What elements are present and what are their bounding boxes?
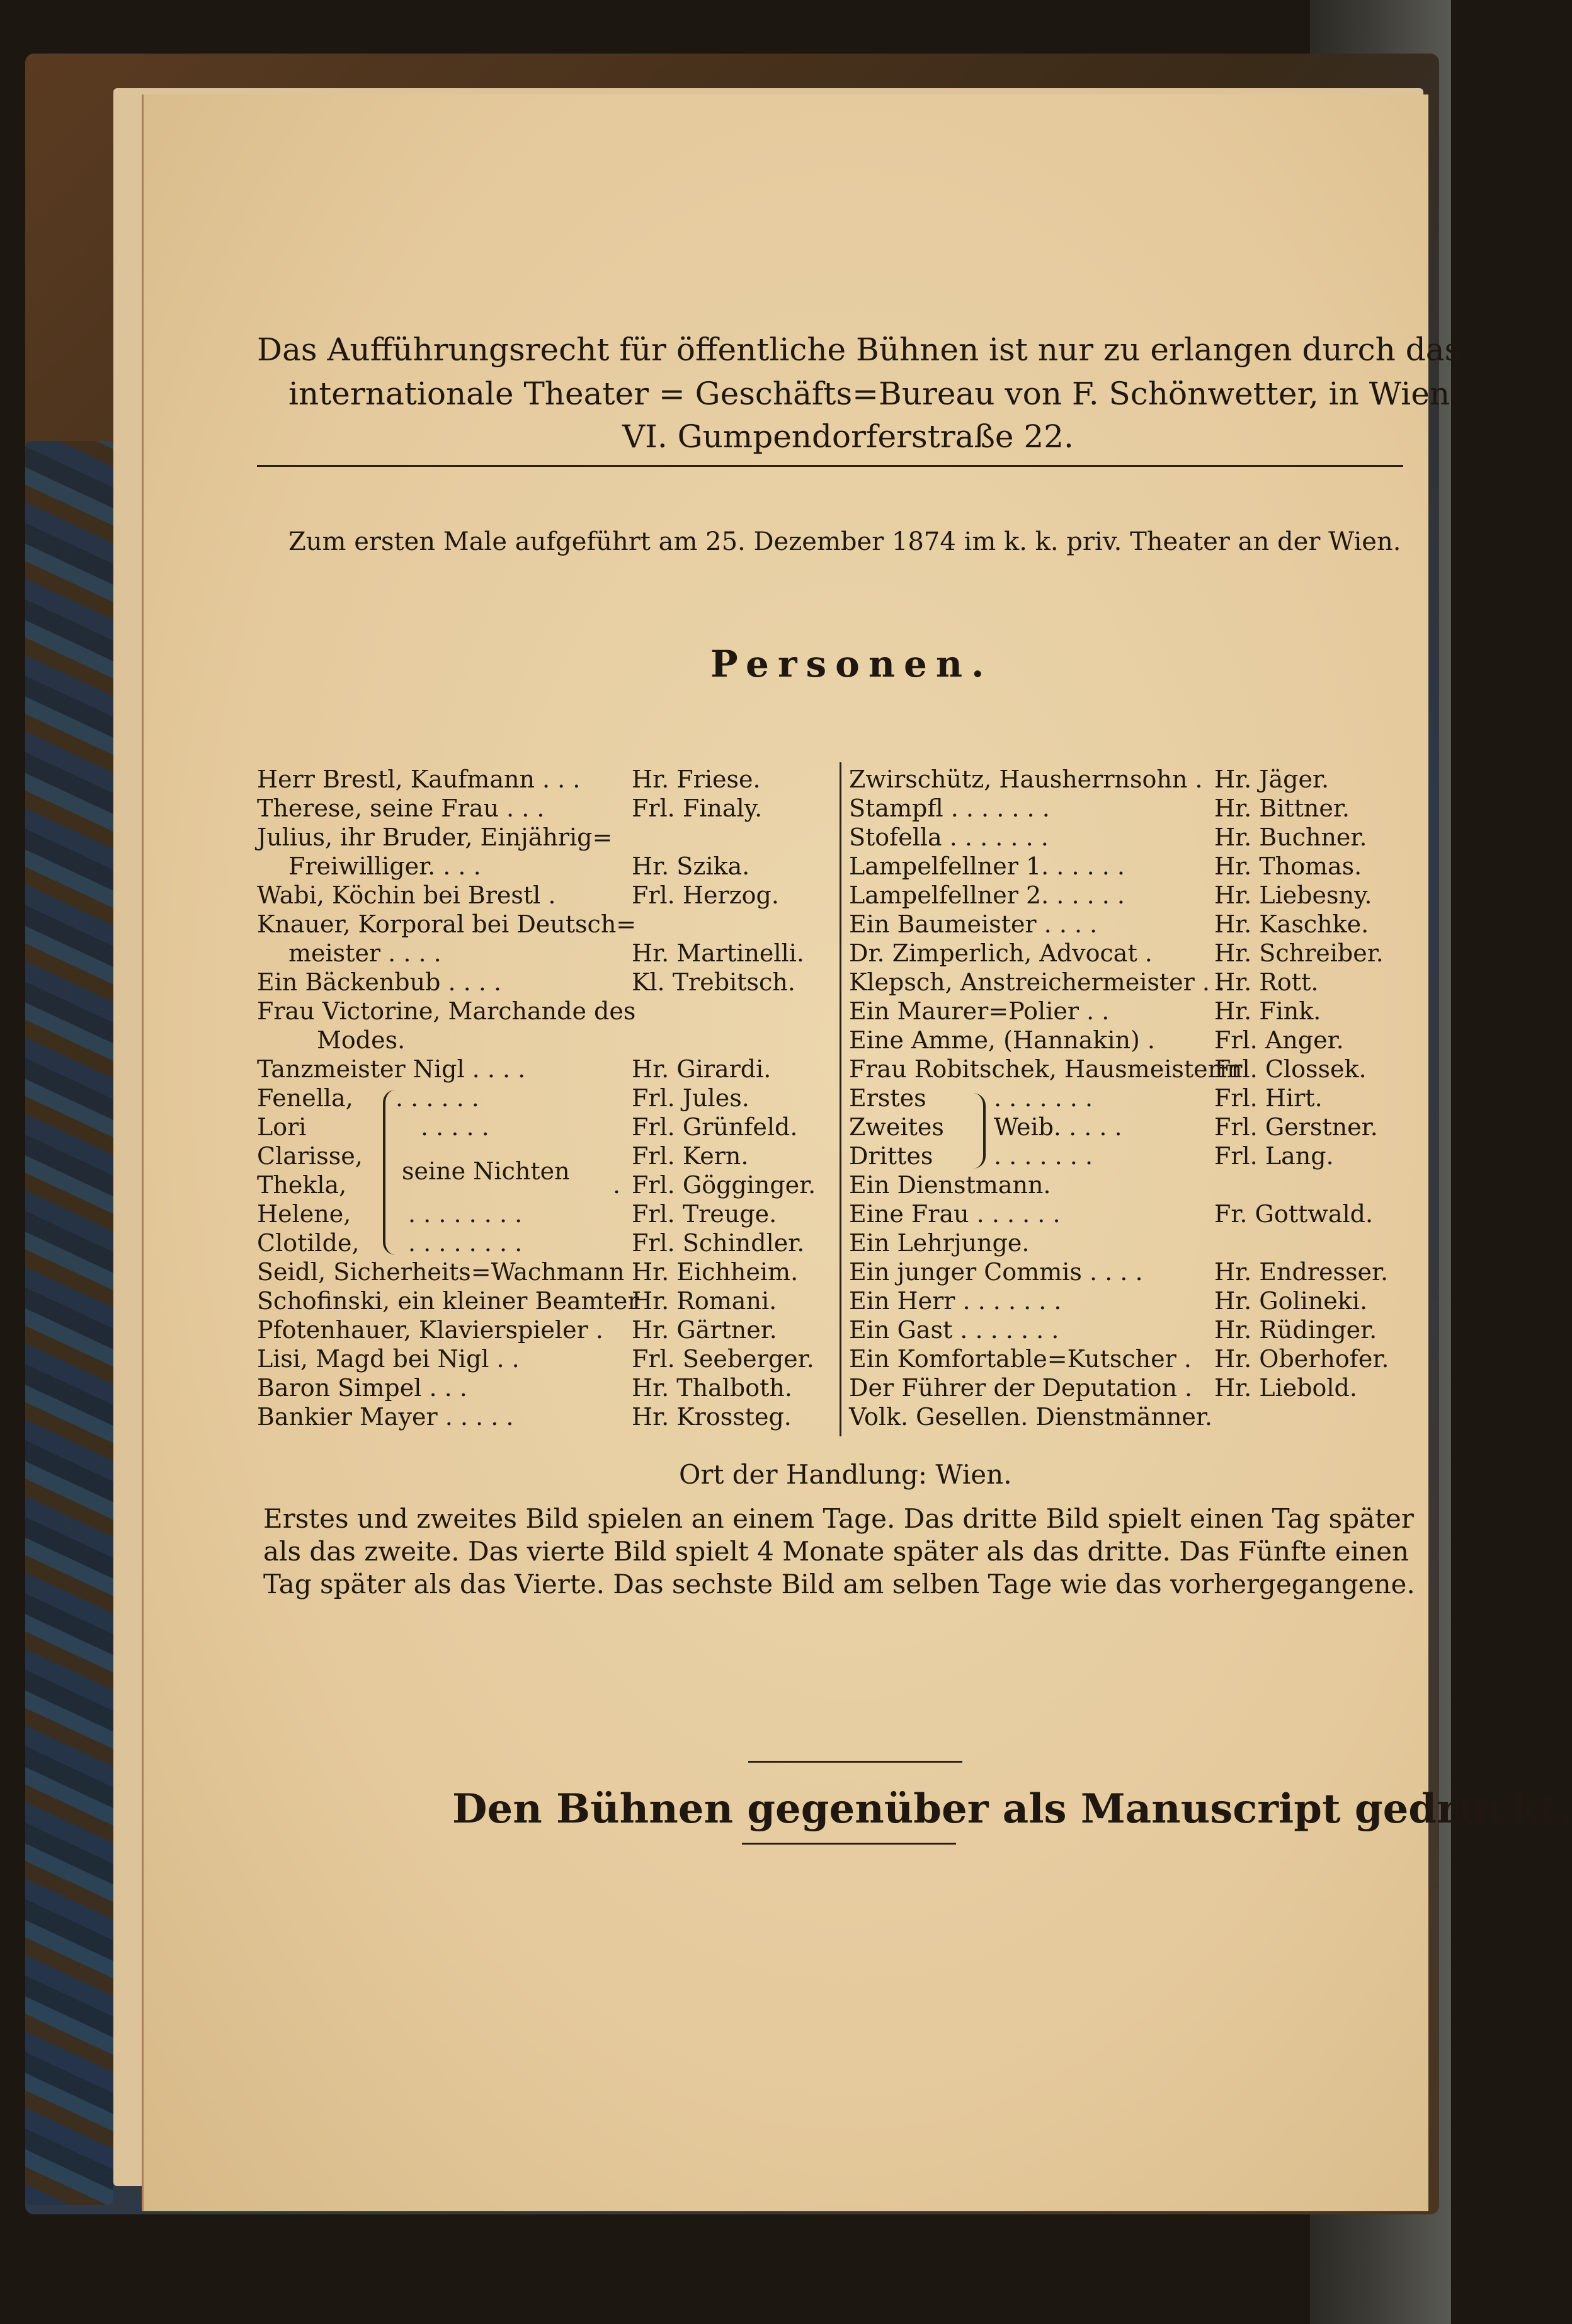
- cast-actor: Frl. Anger.: [1214, 1026, 1344, 1054]
- cast-dots: . . . . . . .: [994, 1142, 1093, 1170]
- cast-actor: Hr. Golineki.: [1214, 1287, 1368, 1315]
- cast-actor: Hr. Liebesny.: [1214, 881, 1372, 909]
- cast-role: Lampelfellner 2. . . . . .: [849, 881, 1125, 909]
- cast-actor: Frl. Hirt.: [1214, 1084, 1323, 1112]
- cast-role: Schofinski, ein kleiner Beamter: [257, 1287, 639, 1315]
- cast-role: Bankier Mayer . . . . .: [257, 1403, 514, 1431]
- cast-dots: .: [613, 1171, 621, 1199]
- cast-dots: . . . . . . . .: [408, 1200, 523, 1228]
- cast-actor: Hr. Rott.: [1214, 968, 1319, 996]
- cast-role: meister . . . .: [288, 939, 441, 967]
- cast-dots: . . . . . . . .: [408, 1229, 523, 1257]
- cast-actor: Frl. Gögginger.: [632, 1171, 816, 1199]
- cast-role: Freiwilliger. . . .: [288, 852, 481, 880]
- cast-role: Lori: [257, 1113, 307, 1141]
- cast-actor: Frl. Treuge.: [632, 1200, 777, 1228]
- cast-actor: Hr. Kaschke.: [1214, 910, 1369, 938]
- cast-actor: Hr. Schreiber.: [1214, 939, 1384, 967]
- cast-role: Zweites: [849, 1113, 944, 1141]
- column-divider: [840, 762, 841, 1436]
- cast-role: Stampfl . . . . . . .: [849, 794, 1050, 822]
- cast-actor: Frl. Seeberger.: [632, 1345, 814, 1373]
- women-bracket: [972, 1093, 986, 1169]
- footer-line: Den Bühnen gegenüber als Manuscript gedruckt.: [452, 1785, 1572, 1833]
- cast-actor: Frl. Clossek.: [1214, 1055, 1367, 1083]
- cast-role: Frau Victorine, Marchande des: [257, 997, 636, 1025]
- cast-actor: Hr. Gärtner.: [632, 1316, 777, 1344]
- cast-role: Knauer, Korporal bei Deutsch=: [257, 910, 637, 938]
- notice-line-2: internationale Theater = Geschäfts=Bureau von F. Schönwetter, in Wien,: [288, 375, 1460, 412]
- cast-role: Seidl, Sicherheits=Wachmann: [257, 1258, 625, 1286]
- cast-actor: Frl. Lang.: [1214, 1142, 1334, 1170]
- cast-actor: Hr. Szika.: [632, 852, 750, 880]
- cast-role: Thekla,: [257, 1171, 347, 1199]
- cast-actor: Hr. Rüdinger.: [1214, 1316, 1377, 1344]
- cast-actor: Frl. Gerstner.: [1214, 1113, 1378, 1141]
- cast-role: Eine Frau . . . . . .: [849, 1200, 1061, 1228]
- cast-actor: Hr. Liebold.: [1214, 1374, 1357, 1402]
- cast-role: Volk. Gesellen. Dienstmänner.: [849, 1403, 1212, 1431]
- nieces-bracket: [383, 1090, 398, 1255]
- footer-bottom-rule: [742, 1843, 956, 1845]
- cast-role: Zwirschütz, Hausherrnsohn .: [849, 765, 1203, 793]
- cast-actor: Frl. Schindler.: [632, 1229, 805, 1257]
- cast-role: Eine Amme, (Hannakin) .: [849, 1026, 1155, 1054]
- cast-actor: Fr. Gottwald.: [1214, 1200, 1374, 1228]
- cast-dots: . . . . . . .: [994, 1084, 1093, 1112]
- cast-role: Ein Komfortable=Kutscher .: [849, 1345, 1192, 1373]
- cast-role: Lampelfellner 1. . . . . .: [849, 852, 1125, 880]
- cast-role: Clarisse,: [257, 1142, 363, 1170]
- cast-actor: Frl. Jules.: [632, 1084, 749, 1112]
- cast-role: Therese, seine Frau . . .: [257, 794, 545, 822]
- cast-dots: Weib. . . . .: [994, 1113, 1122, 1141]
- cast-actor: Hr. Martinelli.: [632, 939, 804, 967]
- cast-role: Ein junger Commis . . . .: [849, 1258, 1143, 1286]
- cast-role: Frau Robitschek, Hausmeisterin: [849, 1055, 1243, 1083]
- cast-role: Ein Herr . . . . . . .: [849, 1287, 1062, 1315]
- cast-dots: . . . . .: [421, 1113, 489, 1141]
- cast-role: Erstes: [849, 1084, 926, 1112]
- cast-role: Ein Lehrjunge.: [849, 1229, 1030, 1257]
- cast-role: Klepsch, Anstreichermeister . .: [849, 968, 1226, 996]
- cast-actor: Hr. Eichheim.: [632, 1258, 799, 1286]
- cast-role: Wabi, Köchin bei Brestl .: [257, 881, 556, 909]
- cast-role: Ein Bäckenbub . . . .: [257, 968, 502, 996]
- cast-actor: Hr. Thomas.: [1214, 852, 1362, 880]
- cast-role: Pfotenhauer, Klavierspieler .: [257, 1316, 603, 1344]
- cast-actor: Hr. Fink.: [1214, 997, 1321, 1025]
- cast-actor: Hr. Krossteg.: [632, 1403, 792, 1431]
- cast-actor: Hr. Jäger.: [1214, 765, 1330, 793]
- place-of-action: Ort der Handlung: Wien.: [679, 1459, 1012, 1490]
- cast-role: Helene,: [257, 1200, 351, 1228]
- cast-actor: Kl. Trebitsch.: [632, 968, 795, 996]
- cast-role: Ein Gast . . . . . . .: [849, 1316, 1059, 1344]
- footer-top-rule: [748, 1761, 962, 1763]
- cast-actor: Hr. Endresser.: [1214, 1258, 1389, 1286]
- scene-note-line-2: als das zweite. Das vierte Bild spielt 4 Monate später als das dritte. Das Fünfte einen: [263, 1536, 1409, 1567]
- cast-role: Stofella . . . . . . .: [849, 823, 1049, 851]
- cast-role: Dr. Zimperlich, Advocat .: [849, 939, 1153, 967]
- marbled-cover: [25, 441, 113, 2205]
- cast-role: Ein Maurer=Polier . .: [849, 997, 1110, 1025]
- cast-role: Ein Baumeister . . . .: [849, 910, 1098, 938]
- scene-note-line-1: Erstes und zweites Bild spielen an einem Tage. Das dritte Bild spielt einen Tag später: [263, 1503, 1414, 1534]
- page: [142, 94, 1572, 2211]
- scene-note-line-3: Tag später als das Vierte. Das sechste Bild am selben Tage wie das vorhergegangene.: [263, 1569, 1415, 1600]
- notice-line-1: Das Aufführungsrecht für öffentliche Bühnen ist nur zu erlangen durch das: [257, 331, 1461, 368]
- cast-actor: Hr. Bittner.: [1214, 794, 1350, 822]
- cast-actor: Frl. Kern.: [632, 1142, 749, 1170]
- cast-role: Baron Simpel . . .: [257, 1374, 467, 1402]
- cast-role: Modes.: [317, 1026, 406, 1054]
- cast-actor: Hr. Romani.: [632, 1287, 777, 1315]
- cast-role: Ein Dienstmann.: [849, 1171, 1051, 1199]
- cast-actor: Frl. Grünfeld.: [632, 1113, 798, 1141]
- cast-actor: Hr. Thalboth.: [632, 1374, 792, 1402]
- cast-actor: Frl. Finaly.: [632, 794, 763, 822]
- cast-role: Tanzmeister Nigl . . . .: [257, 1055, 526, 1083]
- premiere-note: Zum ersten Male aufgeführt am 25. Dezember 1874 im k. k. priv. Theater an der Wien.: [288, 527, 1401, 556]
- cast-actor: Hr. Oberhofer.: [1214, 1345, 1389, 1373]
- cast-role: Der Führer der Deputation .: [849, 1374, 1193, 1402]
- cast-role: Lisi, Magd bei Nigl . .: [257, 1345, 520, 1373]
- cast-role: Clotilde,: [257, 1229, 360, 1257]
- cast-role: Herr Brestl, Kaufmann . . .: [257, 765, 581, 793]
- cast-actor: Hr. Girardi.: [632, 1055, 772, 1083]
- cast-role: Fenella,: [257, 1084, 353, 1112]
- cast-actor: Hr. Friese.: [632, 765, 761, 793]
- notice-line-3: VI. Gumpendorferstraße 22.: [622, 418, 1074, 455]
- cast-dots: . . . . . .: [396, 1084, 479, 1112]
- cast-actor: Hr. Buchner.: [1214, 823, 1367, 851]
- nieces-label: seine Nichten: [402, 1157, 570, 1185]
- cast-heading: Personen.: [710, 643, 993, 685]
- cast-role: Drittes: [849, 1142, 933, 1170]
- cast-actor: Frl. Herzog.: [632, 881, 779, 909]
- notice-divider: [257, 465, 1403, 467]
- cast-role: Julius, ihr Bruder, Einjährig=: [257, 823, 613, 851]
